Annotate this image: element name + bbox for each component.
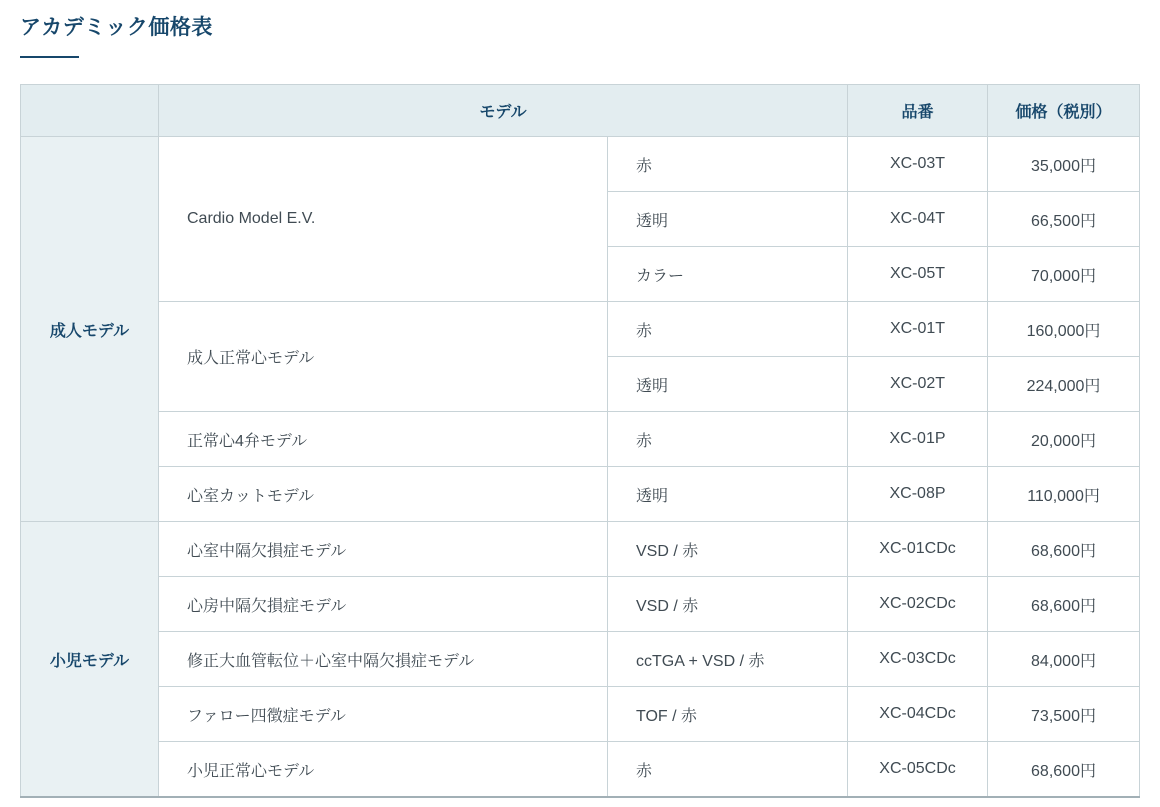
price-cell: 70,000円 bbox=[988, 247, 1140, 302]
variant-cell: 赤 bbox=[608, 412, 848, 467]
title-underline bbox=[20, 56, 79, 58]
table-row bbox=[21, 302, 1140, 357]
model-name-cell: 心房中隔欠損症モデル bbox=[159, 577, 608, 632]
part-no-cell: XC-03T bbox=[848, 137, 988, 192]
header-model: モデル bbox=[159, 85, 848, 137]
model-name-cell: 心室中隔欠損症モデル bbox=[159, 522, 608, 577]
part-no-cell: XC-01P bbox=[848, 412, 988, 467]
part-no-cell: XC-02CDc bbox=[848, 577, 988, 632]
price-cell: 110,000円 bbox=[988, 467, 1140, 522]
category-cell-adult: 成人モデル bbox=[21, 137, 159, 522]
table-row bbox=[21, 137, 1140, 192]
academic-price-table bbox=[20, 84, 1140, 798]
price-cell: 66,500円 bbox=[988, 192, 1140, 247]
table-header-row bbox=[21, 85, 1140, 137]
variant-cell: 透明 bbox=[608, 192, 848, 247]
price-cell: 68,600円 bbox=[988, 577, 1140, 632]
table-row bbox=[21, 577, 1140, 632]
variant-cell: TOF / 赤 bbox=[608, 687, 848, 742]
category-cell-pediatric: 小児モデル bbox=[21, 522, 159, 797]
header-part-no: 品番 bbox=[848, 85, 988, 137]
page-title: アカデミック価格表 bbox=[20, 16, 213, 39]
variant-cell: 赤 bbox=[608, 742, 848, 797]
table-row bbox=[21, 742, 1140, 797]
variant-cell: 赤 bbox=[608, 302, 848, 357]
price-cell: 68,600円 bbox=[988, 742, 1140, 797]
variant-cell: 透明 bbox=[608, 467, 848, 522]
price-cell: 84,000円 bbox=[988, 632, 1140, 687]
price-cell: 35,000円 bbox=[988, 137, 1140, 192]
part-no-cell: XC-04CDc bbox=[848, 687, 988, 742]
part-no-cell: XC-01T bbox=[848, 302, 988, 357]
table-row bbox=[21, 412, 1140, 467]
part-no-cell: XC-02T bbox=[848, 357, 988, 412]
header-price: 価格（税別） bbox=[988, 85, 1140, 137]
table-row bbox=[21, 522, 1140, 577]
variant-cell: VSD / 赤 bbox=[608, 522, 848, 577]
model-name-cell: ファロー四徴症モデル bbox=[159, 687, 608, 742]
part-no-cell: XC-01CDc bbox=[848, 522, 988, 577]
variant-cell: カラー bbox=[608, 247, 848, 302]
model-name-cell: 正常心4弁モデル bbox=[159, 412, 608, 467]
price-cell: 160,000円 bbox=[988, 302, 1140, 357]
variant-cell: VSD / 赤 bbox=[608, 577, 848, 632]
model-name-cell: 成人正常心モデル bbox=[159, 302, 608, 412]
model-name-cell: 小児正常心モデル bbox=[159, 742, 608, 797]
table-row bbox=[21, 687, 1140, 742]
table-row bbox=[21, 632, 1140, 687]
table-row bbox=[21, 467, 1140, 522]
variant-cell: 赤 bbox=[608, 137, 848, 192]
part-no-cell: XC-04T bbox=[848, 192, 988, 247]
model-name-cell: 心室カットモデル bbox=[159, 467, 608, 522]
model-name-cell: 修正大血管転位＋心室中隔欠損症モデル bbox=[159, 632, 608, 687]
variant-cell: 透明 bbox=[608, 357, 848, 412]
part-no-cell: XC-05CDc bbox=[848, 742, 988, 797]
part-no-cell: XC-08P bbox=[848, 467, 988, 522]
part-no-cell: XC-05T bbox=[848, 247, 988, 302]
price-cell: 73,500円 bbox=[988, 687, 1140, 742]
price-cell: 68,600円 bbox=[988, 522, 1140, 577]
model-name-cell: Cardio Model E.V. bbox=[159, 137, 608, 302]
variant-cell: ccTGA + VSD / 赤 bbox=[608, 632, 848, 687]
price-cell: 224,000円 bbox=[988, 357, 1140, 412]
header-corner-cell bbox=[21, 85, 159, 137]
part-no-cell: XC-03CDc bbox=[848, 632, 988, 687]
price-cell: 20,000円 bbox=[988, 412, 1140, 467]
